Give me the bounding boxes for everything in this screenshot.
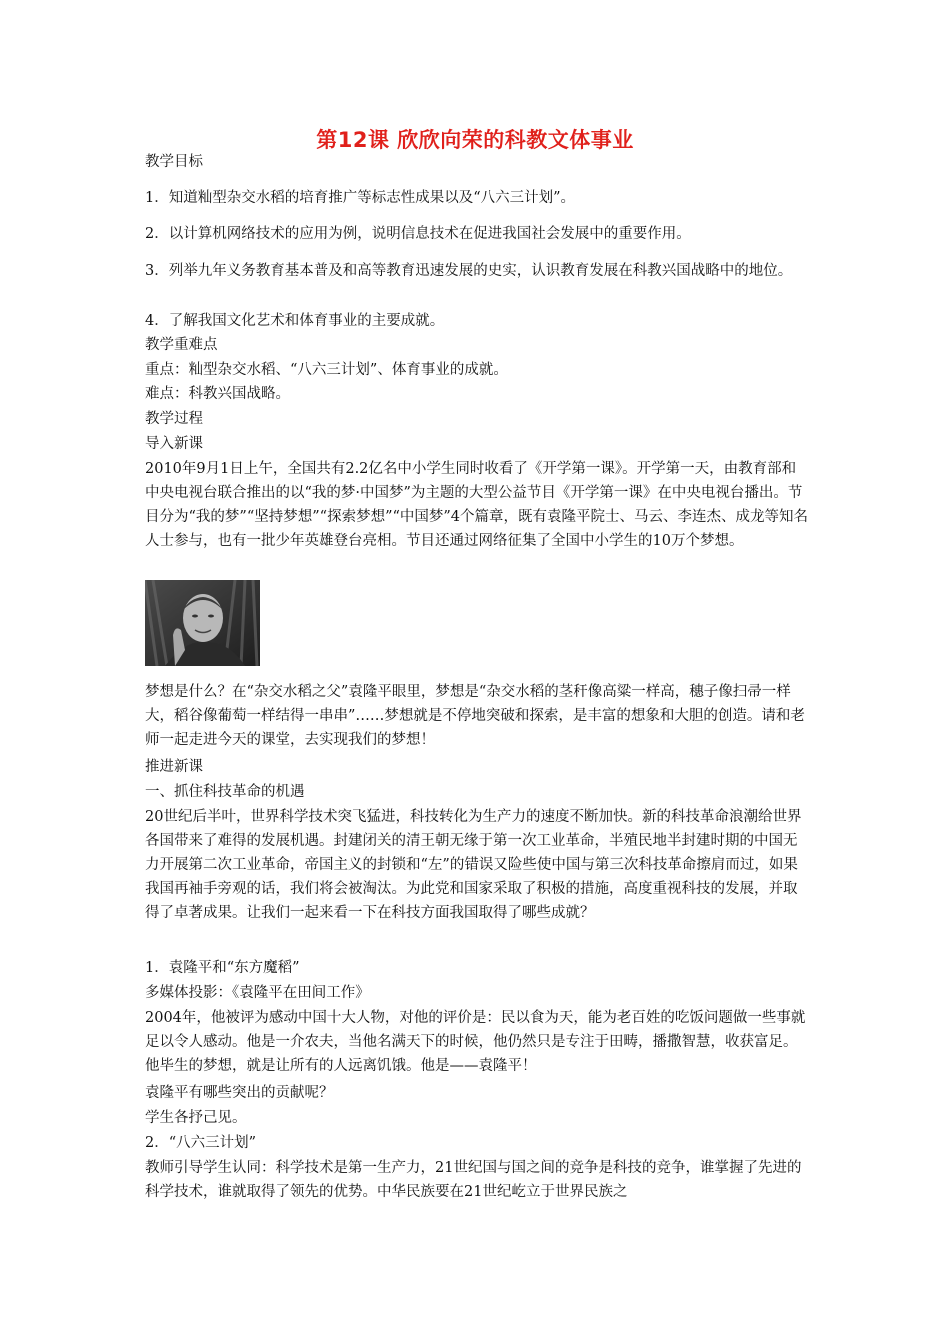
question: 袁隆平有哪些突出的贡献呢？	[145, 1085, 334, 1101]
multimedia-note: 多媒体投影：《袁隆平在田间工作》	[145, 985, 370, 1001]
heading-introduction: 导入新课	[145, 436, 203, 452]
yuan-paragraph: 2004年，他被评为感动中国十大人物，对他的评价是：民以食为天，能为老百姓的吃饭问题做一些事就足以令人感动。他是一介农夫，当他名满天下的时候，他仍然只是专注于田畴，播撒智慧，收获富足。他毕生的梦想，就是让所有的人远离饥饿。他是——袁隆平！	[145, 1010, 806, 1074]
goal-2: 2．以计算机网络技术的应用为例，说明信息技术在促进我国社会发展中的重要作用。	[145, 226, 691, 242]
heading-key-points: 教学重难点	[145, 337, 218, 353]
intro-paragraph: 2010年9月1日上午，全国共有2.2亿名中小学生同时收看了《开学第一课》。开学第一天，由教育部和中央电视台联合推出的以“我的梦·中国梦”为主题的大型公益节目《开学第一课》在中央电视台播出。节目分为“我的梦”“坚持梦想”“探索梦想”“中国梦”4个篇章，既有袁隆平院士、马云、李连杰、成龙等知名人士参与，也有一批少年英雄登台亮相。节目还通过网络征集了全国中小学生的10万个梦想。	[145, 461, 809, 549]
goal-3: 3．列举九年义务教育基本普及和高等教育迅速发展的史实，认识教育发展在科教兴国战略中的地位。	[145, 263, 793, 279]
dream-paragraph: 梦想是什么？在“杂交水稻之父”袁隆平眼里，梦想是“杂交水稻的茎秆像高粱一样高，穗子像扫帚一样大，稻谷像葡萄一样结得一串串”……梦想就是不停地突破和探索，是丰富的想象和大胆的创造。请和老师一起走进今天的课堂，去实现我们的梦想！	[145, 684, 805, 748]
difficult-point: 难点：科教兴国战略。	[145, 386, 290, 402]
section-1-heading: 一、抓住科技革命的机遇	[145, 784, 305, 800]
heading-new-lesson: 推进新课	[145, 759, 203, 775]
students-answer: 学生各抒己见。	[145, 1110, 247, 1126]
yuan-longping-photo	[145, 580, 260, 666]
subsection-2-heading: 2．“八六三计划”	[145, 1135, 257, 1151]
teacher-guide-paragraph: 教师引导学生认同：科学技术是第一生产力，21世纪国与国之间的竞争是科技的竞争，谁掌握了先进的科学技术，谁就取得了领先的优势。中华民族要在21世纪屹立于世界民族之	[145, 1160, 802, 1200]
heading-teaching-goals: 教学目标	[145, 154, 203, 170]
lesson-title: 第12课 欣欣向荣的科教文体事业	[316, 128, 634, 152]
tech-revolution-paragraph: 20世纪后半叶，世界科学技术突飞猛进，科技转化为生产力的速度不断加快。新的科技革命浪潮给世界各国带来了难得的发展机遇。封建闭关的清王朝无缘于第一次工业革命，半殖民地半封建时期的中国无力开展第二次工业革命，帝国主义的封锁和“左”的错误又险些使中国与第三次科技革命擦肩而过，如果我国再袖手旁观的话，我们将会被淘汰。为此党和国家采取了积极的措施，高度重视科技的发展，并取得了卓著成果。让我们一起来看一下在科技方面我国取得了哪些成就？	[145, 809, 802, 921]
key-point: 重点：籼型杂交水稻、“八六三计划”、体育事业的成就。	[145, 362, 508, 378]
heading-teaching-process: 教学过程	[145, 411, 203, 427]
subsection-1-heading: 1．袁隆平和“东方魔稻”	[145, 960, 300, 976]
goal-4: 4．了解我国文化艺术和体育事业的主要成就。	[145, 313, 445, 329]
goal-1: 1．知道籼型杂交水稻的培育推广等标志性成果以及“八六三计划”。	[145, 190, 576, 206]
